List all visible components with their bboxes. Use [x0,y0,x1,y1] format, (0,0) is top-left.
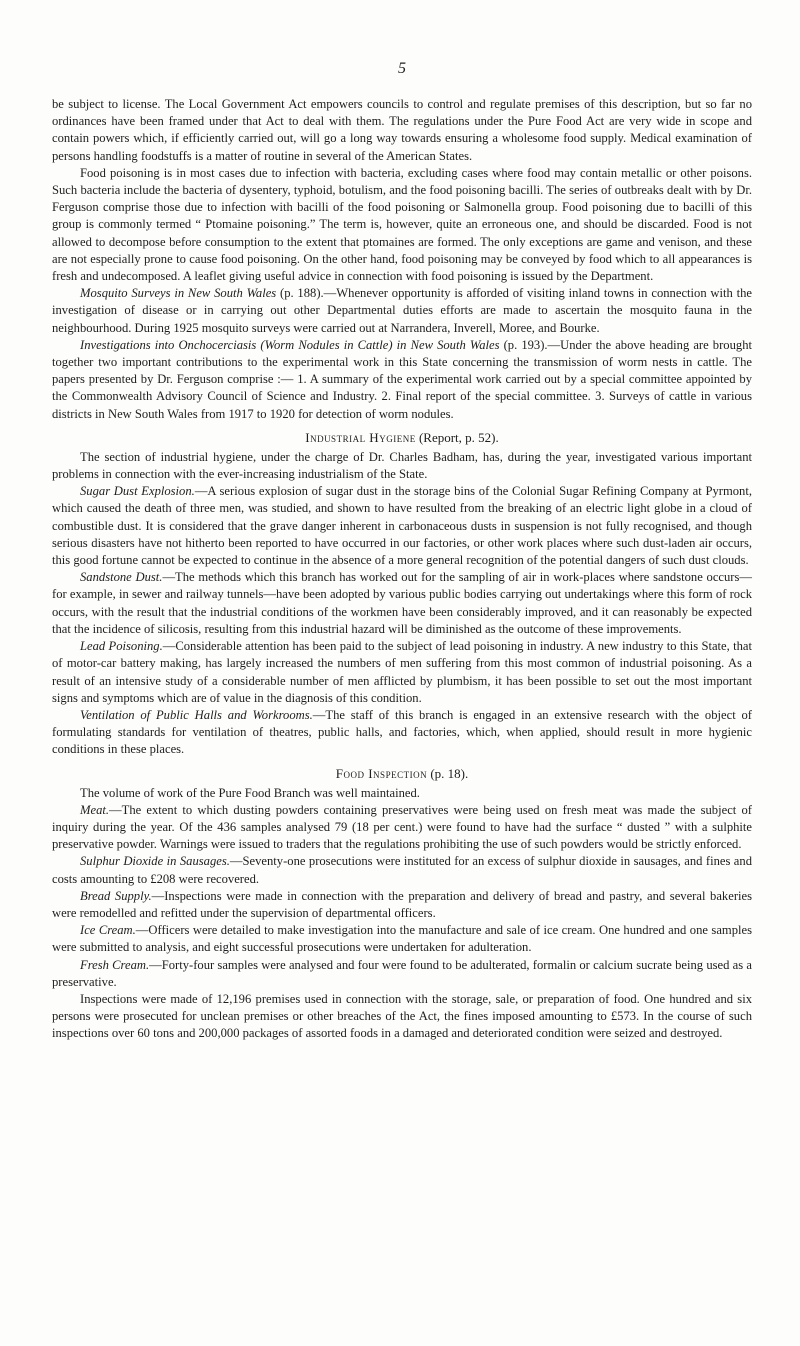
paragraph [52,638,752,707]
paragraph-text: Food poisoning is in most cases due to infection with bacteria, excluding cases where food may contain metallic or other poisons. Such bacteria include the bacteria of dysentery, typhoid, botulism, and the food poisoning bacilli. The series of outbreaks dealt with by Dr. Ferguson comprise those due to infection with bacilli of the food poisoning or Salmonella group. Food poisoning due to bacilli of this group is commonly termed “ Ptomaine poisoning.” The term is, however, quite an erroneous one, and should be discarded. Food is not allowed to decompose before consumption to the extent that ptomaines are formed. The only exceptions are game and venison, and these are not especially prone to cause food poisoning. On the other hand, food poisoning may be conveyed by food which to all appearances is fresh and undecomposed. A leaflet giving useful advice in connection with food poisoning is issued by the Department. [52,165,752,284]
paragraph-lead-title: Ventilation of Public Halls and Workrooms. [80,707,313,722]
section-industrial-hygiene [52,449,752,759]
paragraph [52,785,752,802]
paragraph [52,483,752,569]
paragraph [52,449,752,483]
paragraph-text: (p. 188).—Whenever opportunity is afforded of visiting inland towns in connection with the investigation of disease or in carrying out other Departmental duties efforts are made to ascertain the mosquito fauna in the neighbourhood. During 1925 mosquito surveys were carried out at Narrandera, Inverell, Moree, and Bourke. [52,286,752,335]
paragraph [52,991,752,1043]
paragraph-text: The section of industrial hygiene, under the charge of Dr. Charles Badham, has, during the year, investigated various important problems in connection with the ever-increasing industrialism of the State. [52,449,752,482]
heading-title: Food Inspection [335,765,428,781]
paragraph-lead-title: Meat. [80,802,110,817]
paragraph-text: —Considerable attention has been paid to the subject of lead poisoning in industry. A new industry to this State, that of motor-car battery making, has largely increased the numbers of men suffering from this most common of industrial poisoning. As a result of an intensive study of a considerable number of men afflicted by plumbism, it has been possible to set out the most important signs and symptoms which are of value in the diagnosis of this condition. [52,639,753,705]
paragraph [52,96,752,165]
document-page [52,22,752,1043]
paragraph-text: —Seventy-one prosecutions were instituted for an excess of sulphur dioxide in sausages, and fines and costs amounting to £208 were recovered. [52,854,752,886]
paragraph-text: —The methods which this branch has worked out for the sampling of air in work-places where sandstone occurs—for example, in sewer and railway tunnels—have been adopted by various public bodies carrying out undertakings where this form of rock occurs, with the result that the industrial conditions of the workmen have been considerably improved, and it can reasonably be expected that the incidence of silicosis, resulting from this industrial hazard will be diminished as the outcome of these improvements. [52,570,752,636]
paragraph-text: —Inspections were made in connection with the preparation and delivery of bread and pastry, and several bakeries were remodelled and refitted under the supervision of departmental officers. [52,888,753,920]
paragraph-lead-title: Sandstone Dust. [80,570,163,585]
paragraph [52,922,752,956]
paragraph-text: (p. 193).—Under the above heading are brought together two important contributions to the experimental work in this State concerning the transmission of worm nests in cattle. The papers presented by Dr. Ferguson comprise :— 1. A summary of the experimental work carried out by a special committee appointed by the Commonwealth Advisory Council of Science and Industry. 2. Final report of the special committee. 3. Surveys of cattle in various districts in New South Wales from 1917 to 1920 for detection of worm nodules. [52,337,752,421]
paragraph-lead-title: Fresh Cream. [80,957,150,972]
paragraph-lead-title: Sulphur Dioxide in Sausages. [80,854,230,869]
heading-reference: (Report, p. 52). [415,429,499,445]
paragraph [52,165,752,285]
section-food-inspection [52,785,752,1043]
paragraph-text: —Officers were detailed to make investigation into the manufacture and sale of ice cream. One hundred and one samples were submitted to analysis, and eight successful prosecutions were undertaken for adulteration. [52,923,752,955]
paragraph [52,957,752,991]
paragraph [52,802,752,854]
heading-title: Industrial Hygiene [305,429,416,445]
paragraph [52,337,752,423]
page-number: 5 [398,60,406,77]
paragraph-lead-title: Investigations into Onchocerciasis (Worm Nodules in Cattle) in New South Wales [80,337,500,352]
paragraph [52,888,752,922]
paragraph-text: —The staff of this branch is engaged in an extensive research with the object of formulating standards for ventilation of theatres, public halls, and factories, which, when applied, should result in more hygienic conditions in these places. [52,707,752,757]
section-heading-food-inspection [52,765,752,783]
paragraph-text: —Forty-four samples were analysed and four were found to be adulterated, formalin or calcium sucrate being used as a preservative. [52,957,752,989]
section-public-health [52,96,752,423]
paragraph [52,569,752,638]
paragraph [52,285,752,337]
paragraph [52,853,752,887]
heading-reference: (p. 18). [427,765,469,781]
paragraph-lead-title: Lead Poisoning. [80,639,163,654]
paragraph-text: Inspections were made of 12,196 premises used in connection with the storage, sale, or preparation of food. One hundred and six persons were prosecuted for unclean premises or other breaches of the Act, the fines imposed amounting to £573. In the course of such inspections over 60 tons and 200,000 packages of assorted foods in a damaged and deteriorated condition were seized and destroyed. [52,991,752,1041]
paragraph-lead-title: Mosquito Surveys in New South Wales [80,286,277,301]
paragraph-text: be subject to license. The Local Government Act empowers councils to control and regulate premises of this description, but so far no ordinances have been framed under that Act to deal with them. The regulations under the Pure Food Act are very wide in scope and contain powers which, if efficiently carried out, will go a long way towards ensuring a wholesome food supply. Medical examination of persons handling foodstuffs is a matter of routine in several of the American States. [52,97,752,163]
paragraph-lead-title: Ice Cream. [80,923,136,938]
section-heading-industrial-hygiene [52,429,752,447]
paragraph-text: —A serious explosion of sugar dust in the storage bins of the Colonial Sugar Refining Company at Pyrmont, which caused the death of three men, was studied, and shown to have resulted from the breaking of an electric light globe in a cloud of combustible dust. It is considered that the grave danger inherent in carbonaceous dusts in suspension is not fully recognised, and though serious disasters have not hitherto been reported to have occurred in our factories, or other work places where such dust-laden air occurs, this good fortune cannot be expected to continue in the absence of a more general recognition of the potential dangers of such dust clouds. [52,484,752,568]
paragraph [52,707,752,759]
paragraph-lead-title: Sugar Dust Explosion. [80,484,195,499]
paragraph-text: The volume of work of the Pure Food Branch was well maintained. [80,785,420,800]
paragraph-text: —The extent to which dusting powders containing preservatives were being used on fresh meat was made the subject of inquiry during the year. Of the 436 samples analysed 79 (18 per cent.) were found to have had the surface “ dusted ” with a sulphite preservative powder. Warnings were issued to traders that the regulations prohibiting the use of such powders would be strictly enforced. [52,802,752,852]
paragraph-lead-title: Bread Supply. [80,888,152,903]
